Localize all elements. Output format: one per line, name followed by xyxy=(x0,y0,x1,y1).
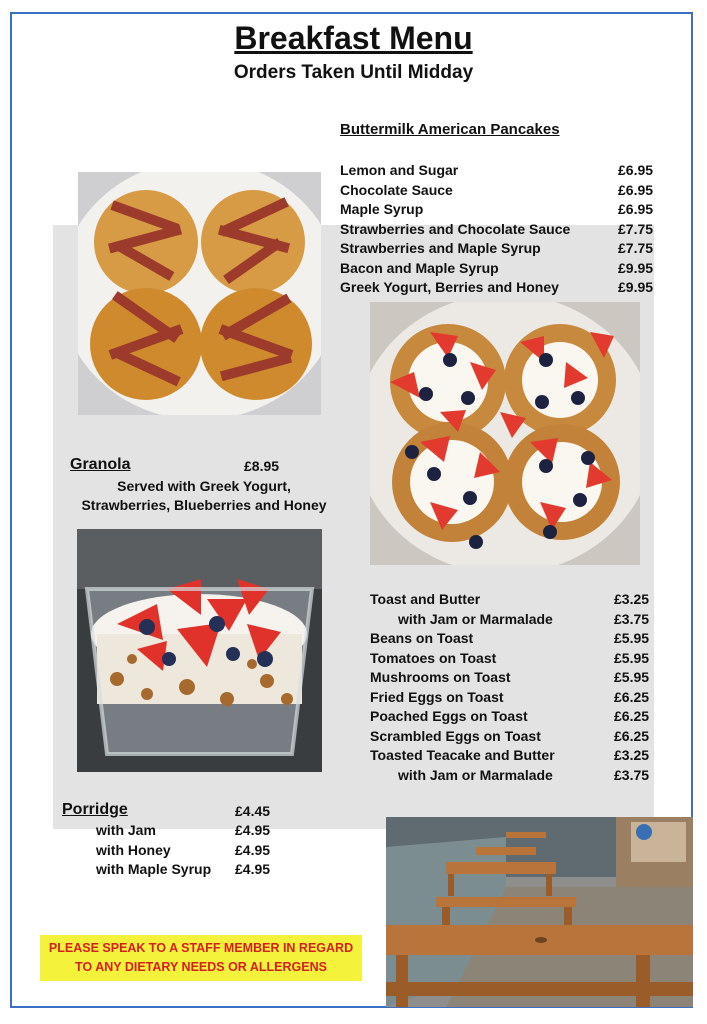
granola-description-line-1: Served with Greek Yogurt, xyxy=(117,478,291,494)
allergen-notice-line-1: PLEASE SPEAK TO A STAFF MEMBER IN REGARD xyxy=(48,941,354,955)
granola-heading: Granola xyxy=(70,456,131,473)
granola-price: £8.95 xyxy=(244,458,280,474)
granola-description-line-2: Strawberries, Blueberries and Honey xyxy=(81,497,327,513)
porridge-heading: Porridge xyxy=(62,801,128,818)
bacon-pancakes-photo xyxy=(78,172,321,415)
page-title: Breakfast Menu xyxy=(234,20,473,56)
outdoor-seating-photo xyxy=(386,817,693,1007)
granola-photo xyxy=(77,529,322,772)
allergen-notice xyxy=(40,935,362,981)
allergen-notice-line-2: TO ANY DIETARY NEEDS OR ALLERGENS xyxy=(75,960,327,974)
porridge-price: £4.45 xyxy=(235,803,271,819)
berry-pancakes-photo xyxy=(370,302,640,565)
pancakes-heading: Buttermilk American Pancakes xyxy=(340,121,560,138)
page-subtitle: Orders Taken Until Midday xyxy=(233,62,474,83)
